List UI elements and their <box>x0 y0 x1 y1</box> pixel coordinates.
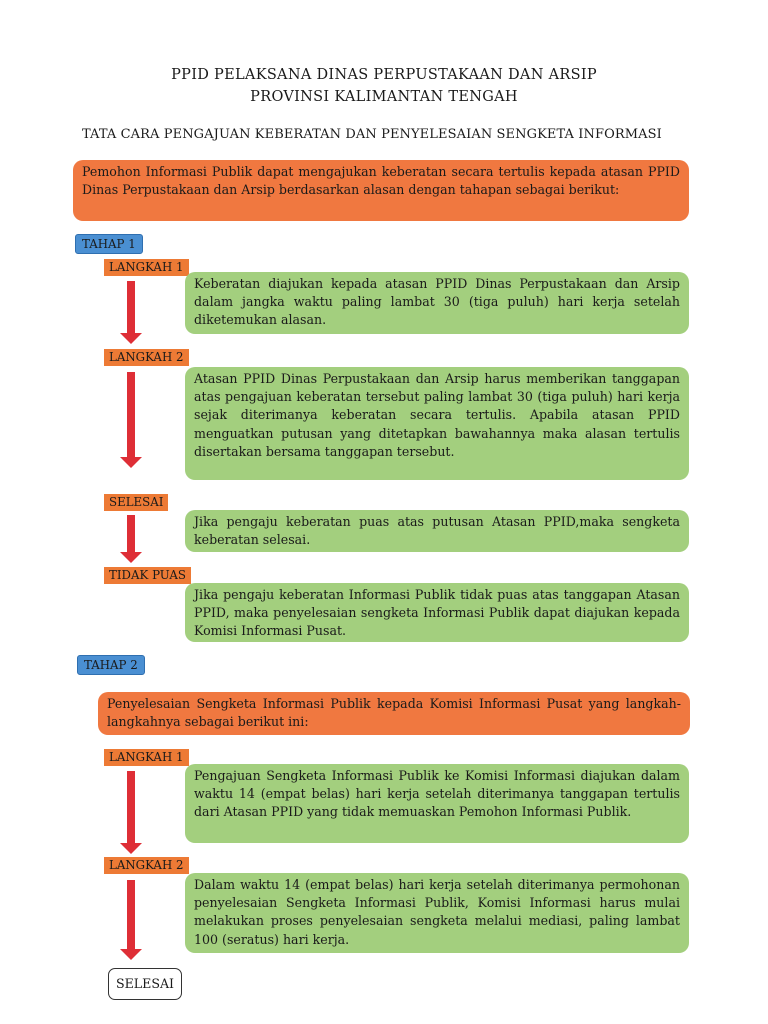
flow-arrow-1 <box>120 281 142 344</box>
document-title: PPID PELAKSANA DINAS PERPUSTAKAAN DAN ARSIP <box>171 67 597 83</box>
tahap-1-langkah-2-box: Atasan PPID Dinas Perpustakaan dan Arsip harus memberikan tanggapan atas pengajuan keberatan tersebut paling lambat 30 (tiga puluh) hari kerja sejak diterimanya keberatan secara tertulis. Apabila atasan PPID menguatkan putusan yang ditetapkan bawahannya maka alasan tertulis disertakan bersama tanggapan tersebut. <box>185 367 689 480</box>
flow-arrow-5 <box>120 880 142 960</box>
document-subtitle: TATA CARA PENGAJUAN KEBERATAN DAN PENYELESAIAN SENGKETA INFORMASI <box>82 127 662 142</box>
tahap-2-langkah-1-tag: LANGKAH 1 <box>104 749 189 766</box>
flow-arrow-3 <box>120 515 142 563</box>
document-title-province: PROVINSI KALIMANTAN TENGAH <box>250 89 518 105</box>
tahap-1-selesai-box: Jika pengaju keberatan puas atas putusan Atasan PPID,maka sengketa keberatan selesai. <box>185 510 689 552</box>
tahap-1-tag: TAHAP 1 <box>75 234 143 254</box>
end-terminator: SELESAI <box>108 968 182 1000</box>
tahap-2-intro-box: Penyelesaian Sengketa Informasi Publik kepada Komisi Informasi Pusat yang langkah-langkahnya sebagai berikut ini: <box>98 692 690 735</box>
flow-arrow-2 <box>120 372 142 468</box>
tahap-1-langkah-1-box: Keberatan diajukan kepada atasan PPID Dinas Perpustakaan dan Arsip dalam jangka waktu paling lambat 30 (tiga puluh) hari kerja setelah diketemukan alasan. <box>185 272 689 334</box>
tahap-2-langkah-1-box: Pengajuan Sengketa Informasi Publik ke Komisi Informasi diajukan dalam waktu 14 (empat belas) hari kerja setelah diterimanya tanggapan tertulis dari Atasan PPID yang tidak memuaskan Pemohon Informasi Publik. <box>185 764 689 843</box>
tahap-2-langkah-2-tag: LANGKAH 2 <box>104 857 189 874</box>
tahap-1-langkah-2-tag: LANGKAH 2 <box>104 349 189 366</box>
tahap-2-langkah-2-box: Dalam waktu 14 (empat belas) hari kerja setelah diterimanya permohonan penyelesaian Sengketa Informasi Publik, Komisi Informasi harus mulai melakukan proses penyelesaian sengketa melalui mediasi, paling lambat 100 (seratus) hari kerja. <box>185 873 689 953</box>
tahap-1-tidak-puas-box: Jika pengaju keberatan Informasi Publik tidak puas atas tanggapan Atasan PPID, maka penyelesaian sengketa Informasi Publik dapat diajukan kepada Komisi Informasi Pusat. <box>185 583 689 642</box>
flow-arrow-4 <box>120 771 142 854</box>
tahap-2-tag: TAHAP 2 <box>77 655 145 675</box>
tahap-1-langkah-1-tag: LANGKAH 1 <box>104 259 189 276</box>
tahap-1-tidak-puas-tag: TIDAK PUAS <box>104 567 191 584</box>
tahap-1-selesai-tag: SELESAI <box>104 494 168 511</box>
intro-box: Pemohon Informasi Publik dapat mengajukan keberatan secara tertulis kepada atasan PPID Dinas Perpustakaan dan Arsip berdasarkan alasan dengan tahapan sebagai berikut: <box>73 160 689 221</box>
